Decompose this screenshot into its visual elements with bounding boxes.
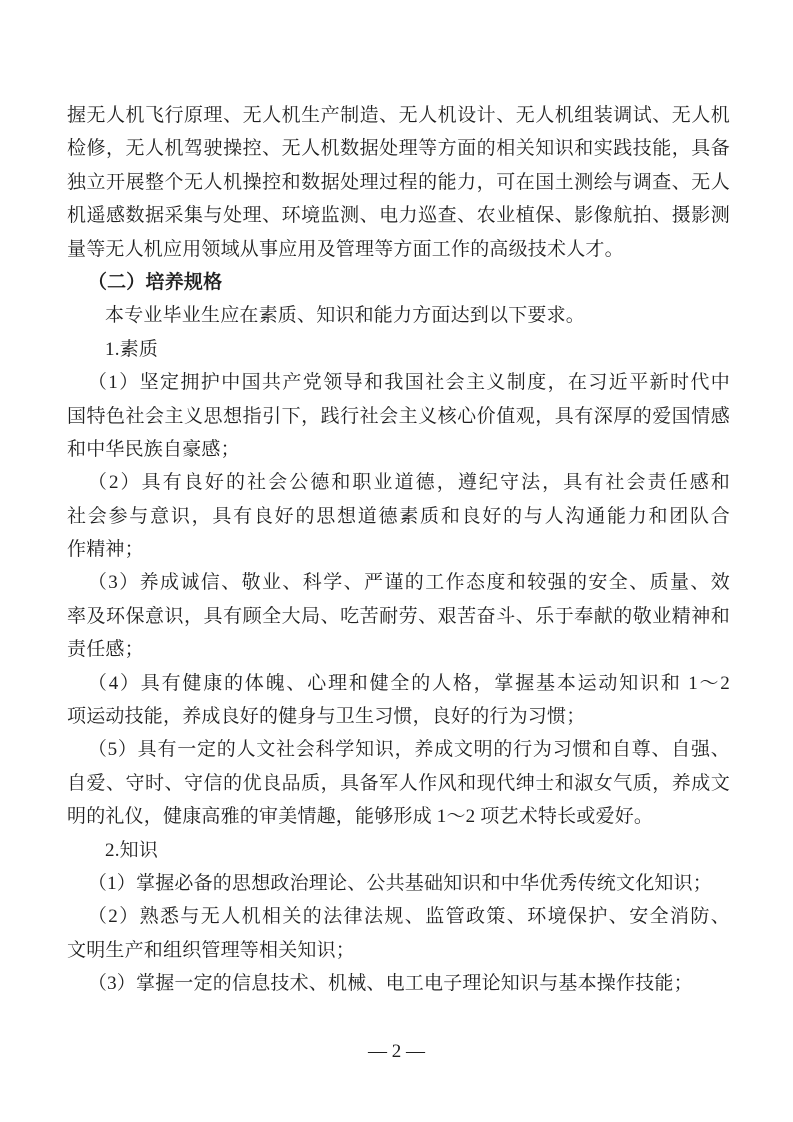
document-line: 握无人机飞行原理、无人机生产制造、无人机设计、无人机组装调试、无人机	[67, 105, 730, 126]
document-line: 率及环保意识，具有顾全大局、吃苦耐劳、艰苦奋斗、乐于奉献的敬业精神和	[67, 605, 730, 627]
document-line: 自爱、守时、守信的优良品质，具备军人作风和现代绅士和淑女气质，养成文	[67, 772, 730, 794]
document-line: 文明生产和组织管理等相关知识；	[67, 939, 356, 961]
document-line: 1.素质	[105, 338, 159, 360]
document-line: 明的礼仪，健康高雅的审美情趣，能够形成 1～2 项艺术特长或爱好。	[67, 806, 654, 828]
document-line: （2）具有良好的社会公德和职业道德，遵纪守法，具有社会责任感和	[87, 472, 730, 494]
document-line: 和中华民族自豪感；	[67, 438, 240, 460]
document-body	[67, 99, 730, 1001]
document-line: （3）掌握一定的信息技术、机械、电工电子理论知识与基本操作技能；	[87, 973, 693, 995]
document-line: 作精神；	[67, 539, 144, 561]
document-line: 检修，无人机驾驶操控、无人机数据处理等方面的相关知识和实践技能，具备	[67, 138, 730, 160]
section-heading: （二）培养规格	[87, 271, 223, 293]
document-line: （4）具有健康的体魄、心理和健全的人格，掌握基本运动知识和 1～2	[87, 672, 730, 694]
document-line: （1）坚定拥护中国共产党领导和我国社会主义制度，在习近平新时代中	[87, 372, 730, 394]
document-line: 机遥感数据采集与处理、环境监测、电力巡查、农业植保、影像航拍、摄影测	[67, 205, 730, 227]
document-line: 独立开展整个无人机操控和数据处理过程的能力，可在国土测绘与调查、无人	[67, 171, 730, 193]
document-line: 本专业毕业生应在素质、知识和能力方面达到以下要求。	[105, 305, 586, 327]
document-line: 国特色社会主义思想指引下，践行社会主义核心价值观，具有深厚的爱国情感	[67, 405, 730, 427]
document-line: 量等无人机应用领域从事应用及管理等方面工作的高级技术人才。	[67, 238, 624, 260]
page-number: — 2 —	[368, 1041, 425, 1062]
document-line: （2）熟悉与无人机相关的法律法规、监管政策、环境保护、安全消防、	[87, 906, 730, 928]
document-line: 社会参与意识，具有良好的思想道德素质和良好的与人沟通能力和团队合	[67, 505, 730, 527]
document-line: 责任感；	[67, 639, 144, 661]
document-line: （3）养成诚信、敬业、科学、严谨的工作态度和较强的安全、质量、效	[87, 572, 730, 594]
document-line: （1）掌握必备的思想政治理论、公共基础知识和中华优秀传统文化知识；	[87, 872, 712, 894]
document-line: 项运动技能，养成良好的健身与卫生习惯，良好的行为习惯；	[67, 706, 586, 728]
document-line: 2.知识	[105, 839, 159, 861]
document-line: （5）具有一定的人文社会科学知识，养成文明的行为习惯和自尊、自强、	[87, 739, 730, 761]
